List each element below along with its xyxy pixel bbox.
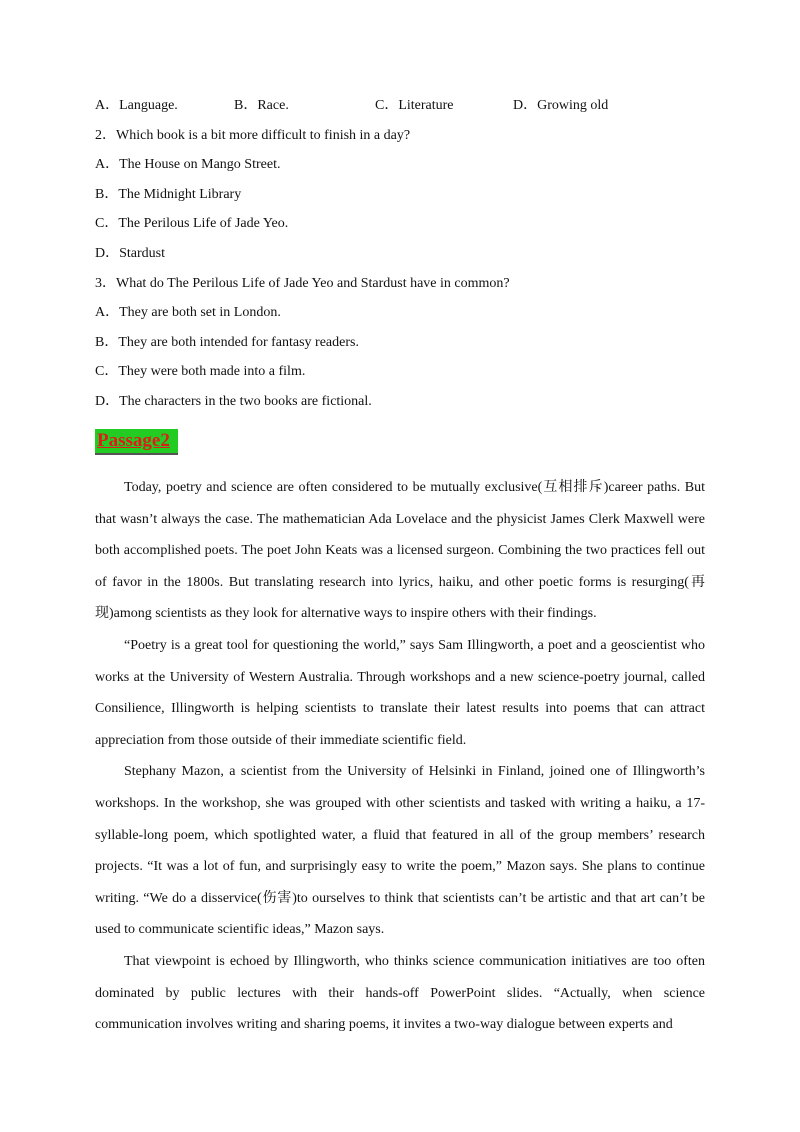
passage-paragraph-4: That viewpoint is echoed by Illingworth, who thinks science communication initiatives are too often dominated by public lectures with their hands-off PowerPoint slides. “Actually, when science communication involves writing and sharing poems, it invites a two-way dialogue between experts and xyxy=(95,953,705,1033)
q1-option-c: C．Literature xyxy=(375,98,454,113)
q2-option-d: D．Stardust xyxy=(95,246,165,261)
q2-option-c: C．The Perilous Life of Jade Yeo. xyxy=(95,216,289,231)
passage-paragraph-1: Today, poetry and science are often considered to be mutually exclusive(互相排斥)career paths. But that wasn’t always the case. The mathematician Ada Lovelace and the physicist James Clerk Maxwell were both accomplished poets. The poet John Keats was a licensed surgeon. Combining the two practices fell out of favor in the 1800s. But translating research into lyrics, haiku, and other poetic forms is resurging(再现)among scientists as they look for alternative ways to inspire others with their findings. xyxy=(95,480,705,622)
passage-paragraph-3: Stephany Mazon, a scientist from the University of Helsinki in Finland, joined one of Illingworth’s workshops. In the workshop, she was grouped with other scientists and tasked with writing a haiku, a 17-syllable-long poem, which spotlighted water, a fluid that featured in all of the group members’ research projects. “It was a lot of fun, and surprisingly easy to write the poem,” Mazon says. She plans to continue writing. “We do a disservice(伤害)to ourselves to think that scientists can’t be artistic and that art can’t be used to communicate scientific ideas,” Mazon says. xyxy=(95,764,705,938)
q2-option-b: B．The Midnight Library xyxy=(95,187,242,202)
section-heading: Passage2 xyxy=(97,430,170,451)
q3-option-c: C．They were both made into a film. xyxy=(95,364,306,379)
passage-paragraph-2: “Poetry is a great tool for questioning the world,” says Sam Illingworth, a poet and a geoscientist who works at the University of Western Australia. Through workshops and a new science-poetry journal, called Consilience, Illingworth is helping scientists to translate their latest results into poems that can attract appreciation from those outside of their immediate scientific field. xyxy=(95,637,705,748)
q1-option-b: B．Race. xyxy=(234,98,289,113)
question-2-stem: 2．Which book is a bit more difficult to finish in a day? xyxy=(95,128,411,143)
q2-option-a: A．The House on Mango Street. xyxy=(95,157,281,172)
q1-option-d: D．Growing old xyxy=(513,98,609,113)
q3-option-d: D．The characters in the two books are fictional. xyxy=(95,394,372,409)
question-1-options xyxy=(95,96,715,116)
q3-option-b: B．They are both intended for fantasy readers. xyxy=(95,335,359,350)
q3-option-a: A．They are both set in London. xyxy=(95,305,281,320)
q1-option-a: A．Language. xyxy=(95,98,178,113)
section-heading-banner xyxy=(95,429,178,455)
question-3-stem: 3．What do The Perilous Life of Jade Yeo and Stardust have in common? xyxy=(95,276,510,291)
passage-body xyxy=(95,472,705,1041)
